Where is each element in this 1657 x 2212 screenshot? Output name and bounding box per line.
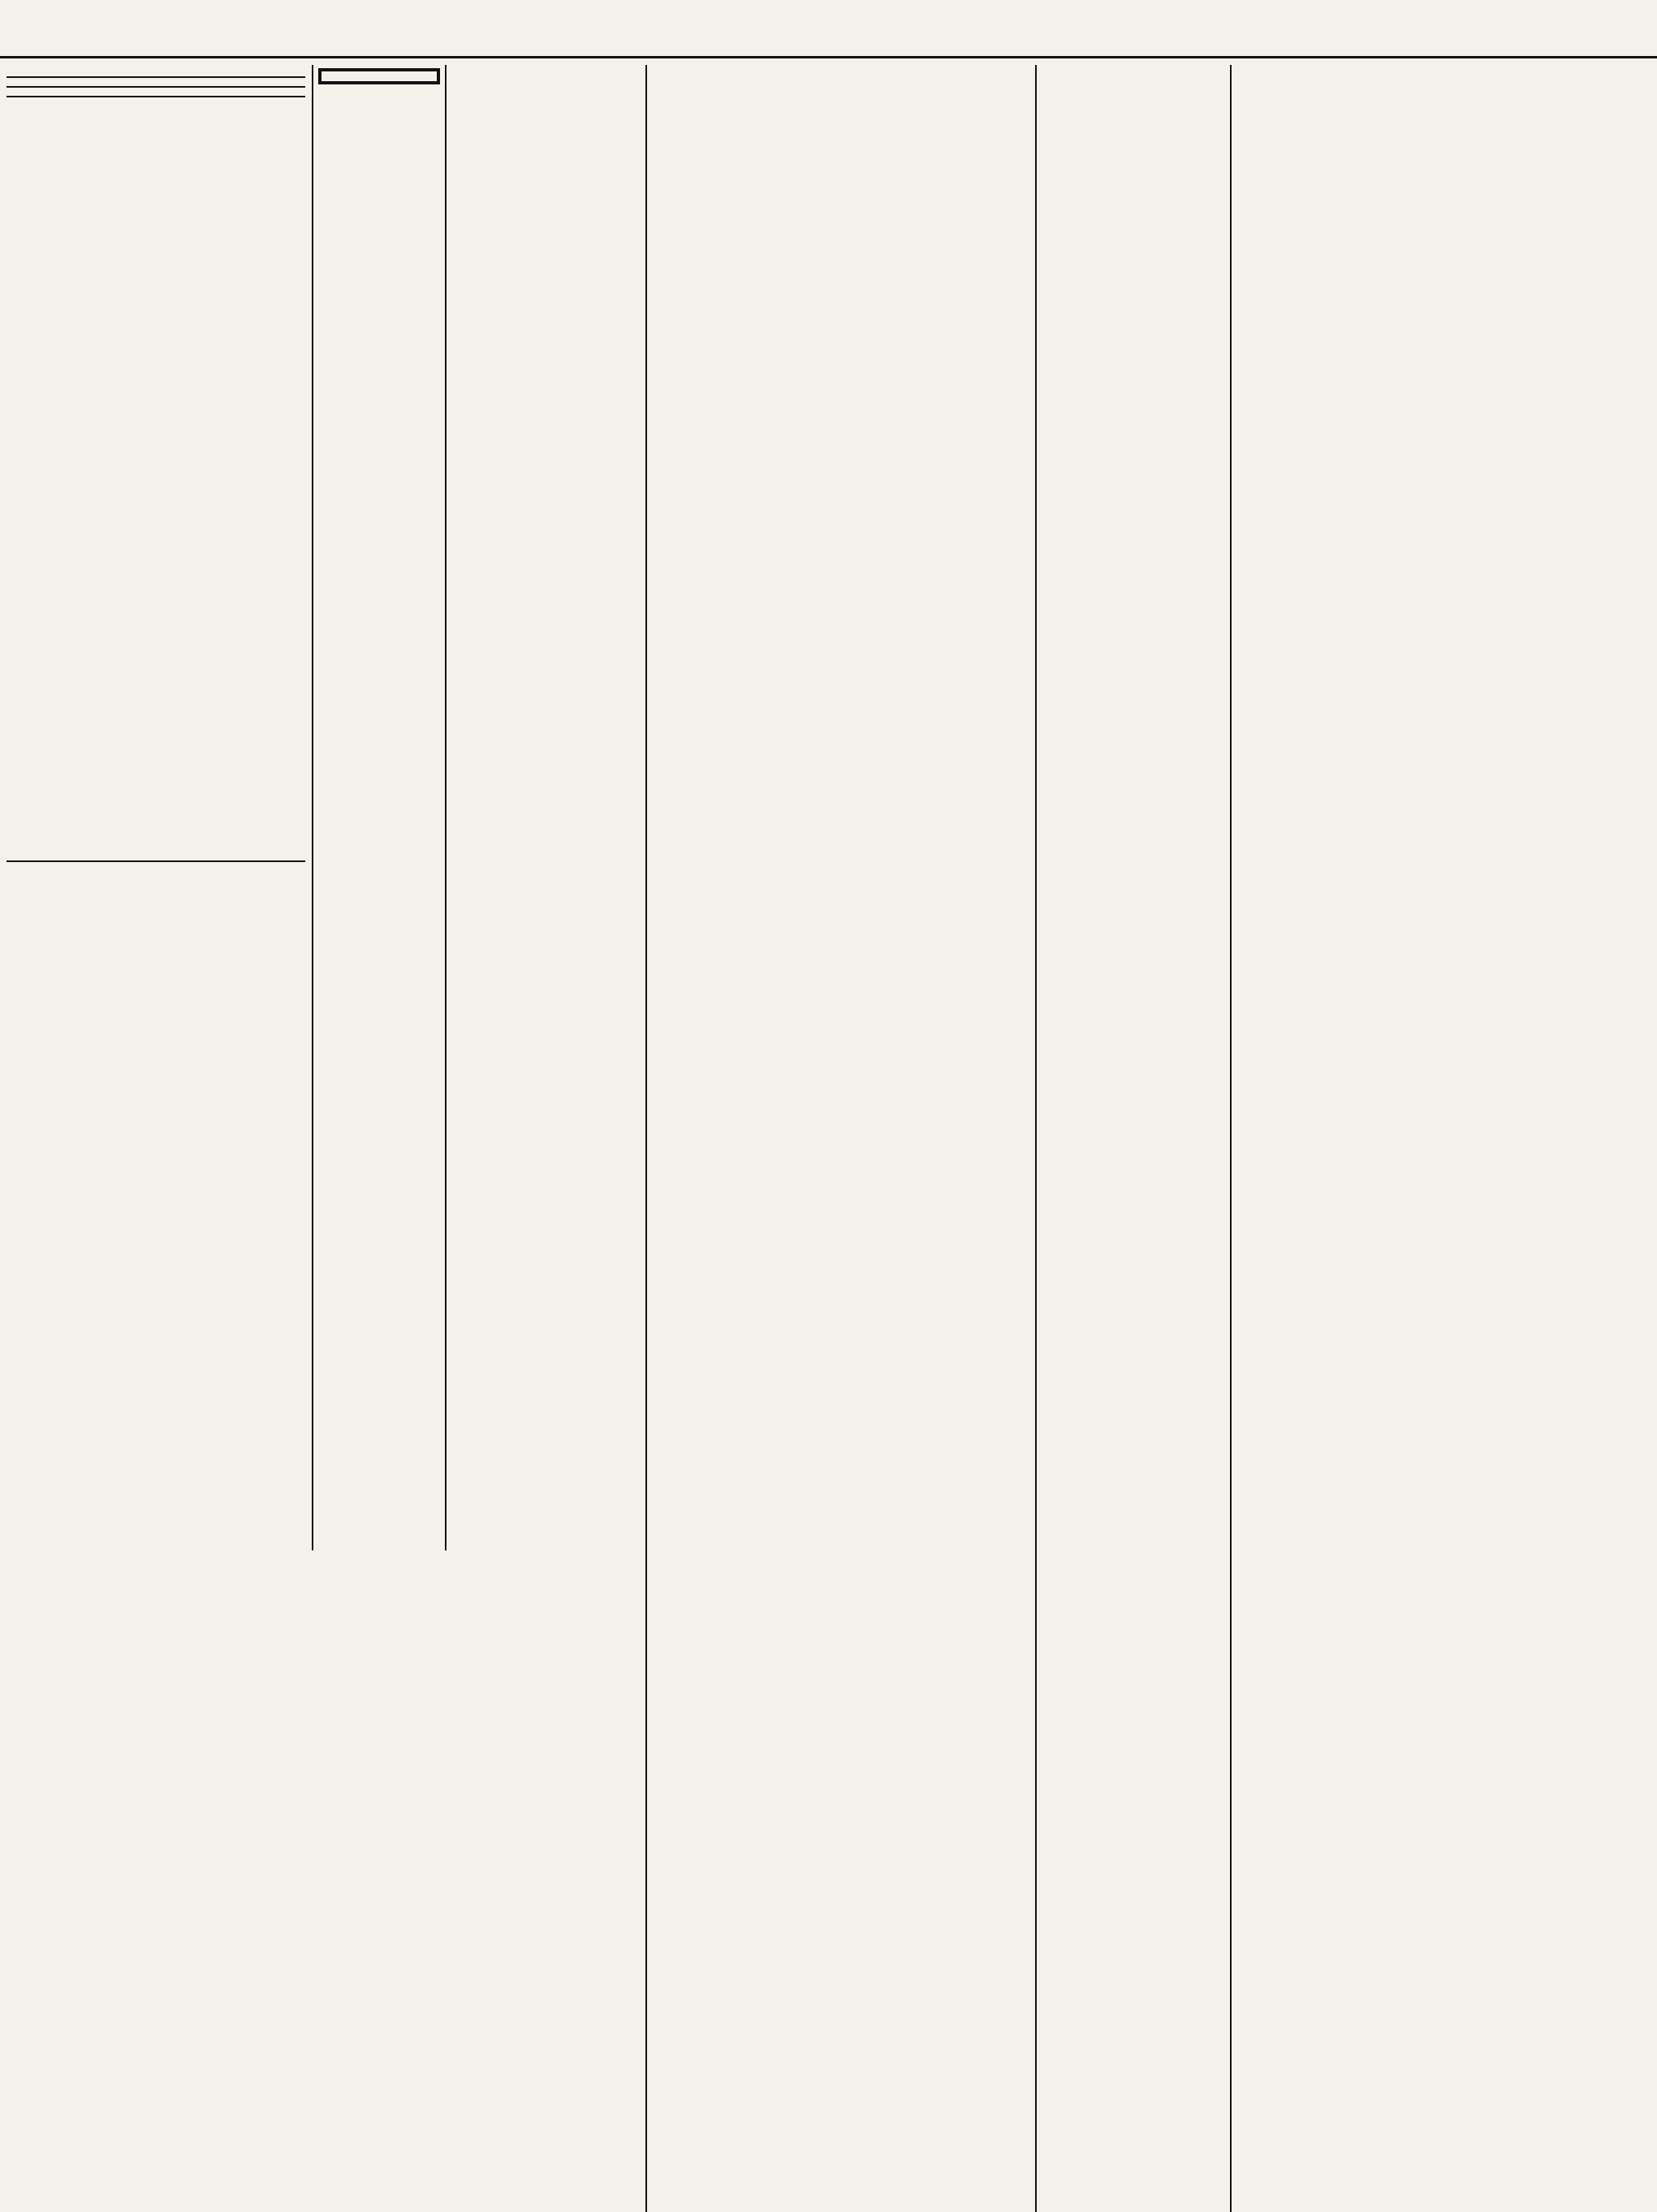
column-rule [1035,65,1037,2212]
column-1 [6,68,305,1221]
column-rule [445,65,447,1550]
masthead [0,0,1657,58]
column-rule [645,65,647,2212]
article-body [6,106,305,852]
photo-box [318,68,440,84]
column-2b [318,106,440,349]
column-rule [312,65,313,1550]
column-rule [1230,65,1232,2212]
